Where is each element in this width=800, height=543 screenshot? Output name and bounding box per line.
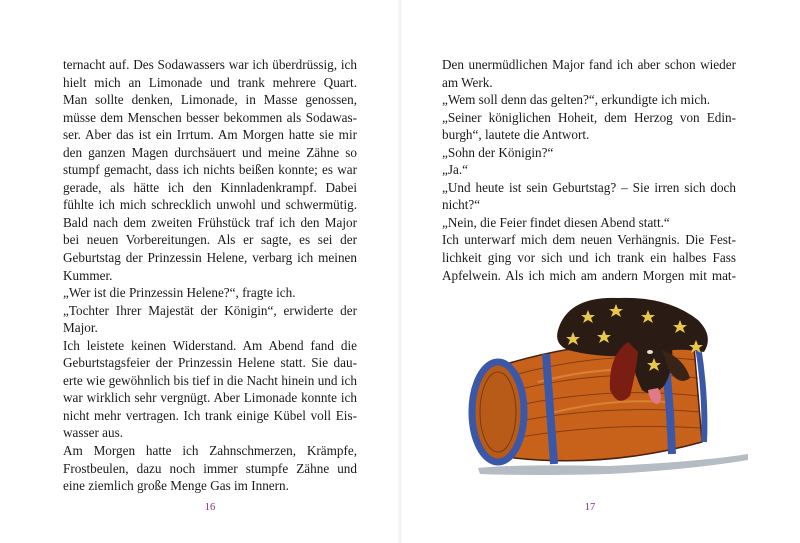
text-line: „Tochter Ihrer Majestät der Königin“, erwiderte der: [63, 302, 357, 318]
text-line: „Ja.“: [442, 162, 468, 178]
dog-eye: [647, 350, 653, 354]
text-line: „Wer ist die Prinzessin Helene?“, fragte ich.: [63, 285, 296, 301]
text-line: burgh“, lautete die Antwort.: [442, 127, 590, 143]
right-page: [400, 0, 800, 543]
text-line: Den unermüdlichen Major fand ich aber schon wieder: [442, 57, 736, 72]
text-line: Geburtstagsfeier der Prinzessin Helene statt. Sie dau-: [63, 355, 357, 371]
left-page-text: [63, 56, 357, 495]
text-line: Am Morgen hatte ich Zahnschmerzen, Krämpfe,: [63, 443, 357, 459]
text-line: Ich unterwarf mich dem neuen Verhängnis. Die Fest-: [442, 232, 736, 248]
text-line: lichkeit ging vor sich und ich trank ein halbes Fass: [442, 250, 736, 266]
text-line: wasser aus.: [63, 425, 124, 441]
text-line: am Werk.: [442, 74, 493, 90]
text-line: gerade, als hätte ich den Kinnladenkrampf. Dabei: [63, 179, 357, 195]
text-line: fühlte ich mich schrecklich unwohl und schwermütig.: [63, 197, 357, 213]
text-line: „Nein, die Feier findet diesen Abend statt.“: [442, 214, 670, 230]
right-page-text: [442, 56, 736, 284]
text-line: eine ziemlich große Menge Gas im Innern.: [63, 478, 289, 494]
text-line: ser. Aber das ist ein Irrtum. Am Morgen hatte sie mir: [63, 127, 357, 143]
text-line: Major.: [63, 320, 98, 336]
left-page-number: 16: [204, 502, 216, 513]
dog-on-barrel-illustration: [458, 286, 748, 486]
text-line: stumpf gemacht, dass ich nichts beißen konnte; es war: [63, 162, 357, 178]
text-line: bei neuen Vorbereitungen. Als er sagte, es sei der: [63, 232, 357, 248]
text-line: nicht mehr vertragen. Ich trank einige Kübel voll Eis-: [63, 407, 357, 423]
text-line: Bald nach dem zweiten Frühstück traf ich den Major: [63, 214, 357, 230]
text-line: müsse dem Menschen besser bekommen als Sodawas-: [63, 109, 357, 125]
text-line: hielt mich an Limonade und trank mehrere Quart.: [63, 74, 357, 90]
text-line: Apfelwein. Als ich mich am andern Morgen mit mat-: [442, 267, 736, 283]
text-line: „Seiner königlichen Hoheit, dem Herzog von Edin-: [442, 109, 736, 125]
text-line: Geburtstag der Prinzessin Helene, verbarg ich meinen: [63, 250, 357, 266]
text-line: Man sollte denken, Limonade, in Masse genossen,: [63, 92, 357, 108]
text-line: „Sohn der Königin?“: [442, 144, 554, 160]
text-line: nicht?“: [442, 197, 481, 213]
text-line: ternacht auf. Des Sodawassers war ich überdrüssig, ich: [63, 57, 357, 72]
text-line: den ganzen Magen durchsäuert und meine Zähne so: [63, 144, 357, 160]
text-line: „Wem soll denn das gelten?“, erkundigte ich mich.: [442, 92, 711, 108]
text-line: Frostbeulen, dazu noch immer stumpfe Zähne und: [63, 460, 357, 476]
text-line: erte wie gewöhnlich bis tief in die Nacht hinein und ich: [63, 372, 357, 388]
text-line: „Und heute ist sein Geburtstag? – Sie irren sich doch: [442, 179, 736, 195]
right-page-number: 17: [584, 502, 596, 513]
text-line: war wirklich sehr vergnügt. Aber Limonade konnte ich: [63, 390, 357, 406]
text-line: Ich leistete keinen Widerstand. Am Abend fand die: [63, 337, 357, 353]
text-line: Kummer.: [63, 267, 113, 283]
